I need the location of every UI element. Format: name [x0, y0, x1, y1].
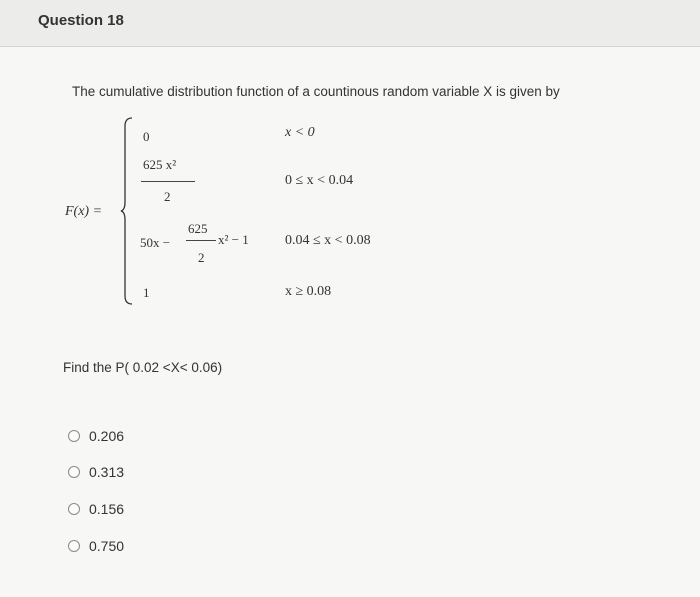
- piece-3-numerator: 625: [188, 221, 208, 236]
- radio-button[interactable]: [68, 466, 80, 478]
- radio-button[interactable]: [68, 430, 80, 442]
- piece-3-prefix: 50x −: [140, 235, 171, 250]
- option-label: 0.750: [89, 538, 125, 554]
- radio-button[interactable]: [68, 503, 80, 515]
- option-4[interactable]: [68, 537, 124, 555]
- piece-3-fraction-bar: [186, 240, 216, 241]
- formula-lhs: F(x) =: [65, 204, 103, 219]
- question-title: Question 18: [38, 12, 124, 29]
- piece-4-condition: x ≥ 0.08: [285, 284, 332, 299]
- piece-1-expr: 0: [143, 129, 150, 144]
- option-2[interactable]: [68, 463, 124, 481]
- piece-3-condition: 0.04 ≤ x < 0.08: [285, 233, 371, 248]
- radio-button[interactable]: [68, 540, 80, 552]
- piece-2-condition: 0 ≤ x < 0.04: [285, 173, 354, 188]
- option-label: 0.206: [89, 428, 125, 444]
- piece-4-expr: 1: [143, 285, 150, 300]
- piece-3-suffix: x² − 1: [218, 232, 249, 247]
- option-label: 0.156: [89, 501, 125, 517]
- option-label: 0.313: [89, 464, 125, 480]
- option-3[interactable]: [68, 500, 124, 518]
- question-prompt: Find the P( 0.02 <X< 0.06): [63, 360, 223, 375]
- piece-3-denominator: 2: [198, 250, 205, 265]
- piece-2-numerator: 625 x²: [143, 157, 177, 172]
- piece-1-condition: x < 0: [285, 125, 315, 140]
- piece-2-fraction-bar: [141, 181, 195, 182]
- question-header: [0, 0, 700, 47]
- question-text: The cumulative distribution function of a countinous random variable X is given by: [72, 84, 560, 99]
- option-1[interactable]: [68, 427, 124, 445]
- piece-2-denominator: 2: [164, 189, 171, 204]
- left-brace: [120, 116, 134, 306]
